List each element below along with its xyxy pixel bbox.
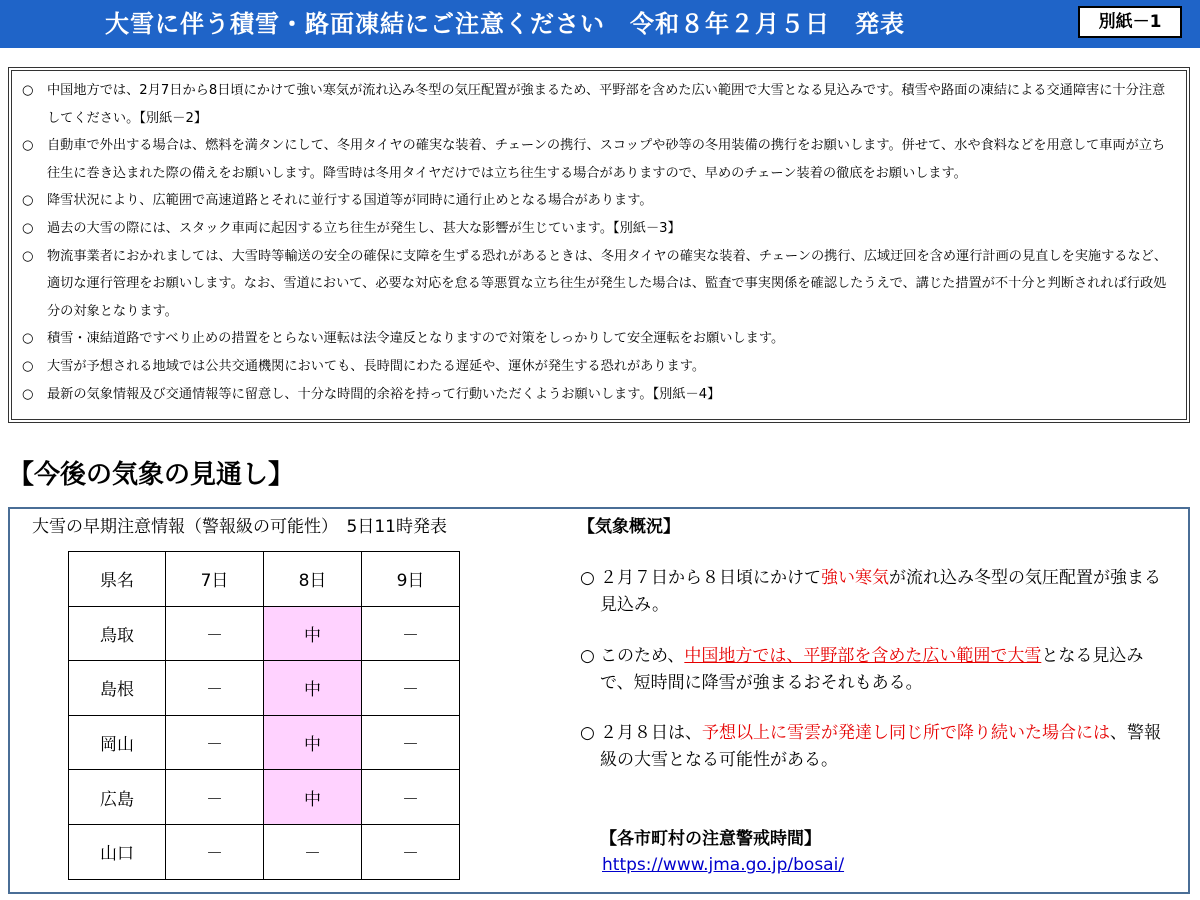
table-header-row [69,552,460,607]
attachment-badge: 別紙－1 [1078,6,1182,38]
notice-item [22,132,1178,187]
day7-cell: － [166,606,264,661]
notice-item [22,353,1178,381]
column-header: 8日 [264,552,362,607]
text-run: ２月７日から８日頃にかけて [600,568,821,588]
table-title: 大雪の早期注意情報（警報級の可能性） 5日11時発表 [32,517,447,537]
notice-item [22,381,1178,409]
notice-item [22,215,1178,243]
notice-text: 降雪状況により、広範囲で高速道路とそれに並行する国道等が同時に通行止めとなる場合があります。 [47,193,653,209]
notice-item [22,187,1178,215]
circle-bullet-icon: ○ [580,568,595,588]
day8-cell: 中 [264,606,362,661]
circle-bullet-icon: ○ [22,248,34,264]
notice-text: 中国地方では、2月7日から8日頃にかけて強い寒気が流れ込み冬型の気圧配置が強まるため、平野部を含めた広い範囲で大雪となる見込みです。積雪や路面の凍結による交通障害に十分注意してください。【別紙－2】 [47,83,1166,126]
prefecture-cell: 広島 [69,770,166,825]
circle-bullet-icon: ○ [22,83,34,98]
column-header: 県名 [69,552,166,607]
day9-cell: － [362,606,460,661]
circle-bullet-icon: ○ [22,193,34,209]
text-run: このため、 [600,646,685,666]
highlight-text: 予想以上に雪雲が発達し同じ所で降り続いた場合には [702,723,1110,743]
notice-text: 積雪・凍結道路ですべり止めの措置をとらない運転は法令違反となりますので対策をしっかりして安全運転をお願いします。 [47,331,785,347]
weather-paragraph [580,720,1176,774]
page-title: 大雪に伴う積雪・路面凍結にご注意ください 令和８年２月５日 発表 [105,10,905,38]
notice-item [22,325,1178,353]
notice-text: 大雪が予想される地域では公共交通機関においても、長時間にわたる遅延や、運休が発生する恐れがあります。 [47,358,706,374]
circle-bullet-icon: ○ [580,723,595,743]
prefecture-cell: 鳥取 [69,606,166,661]
forecast-table [68,551,460,880]
text-run: が流れ込み冬型の気圧配置が強まる見込み。 [600,568,1161,615]
notice-box [8,67,1190,423]
day7-cell: － [166,824,264,879]
column-header: 9日 [362,552,460,607]
day9-cell: － [362,715,460,770]
prefecture-cell: 山口 [69,824,166,879]
highlight-text: 中国地方では、平野部を含めた広い範囲で大雪 [684,646,1042,666]
day9-cell: － [362,661,460,716]
table-row [69,661,460,716]
highlight-text: 強い寒気 [821,568,889,588]
notice-text: 過去の大雪の際には、スタック車両に起因する立ち往生が発生し、甚大な影響が生じています。【別紙－3】 [47,220,681,236]
weather-text [580,565,1176,619]
notice-text: 最新の気象情報及び交通情報等に留意し、十分な時間的余裕を持って行動いただくようお願いします。【別紙－4】 [47,386,721,402]
prefecture-cell: 島根 [69,661,166,716]
day7-cell: － [166,661,264,716]
circle-bullet-icon: ○ [580,646,595,666]
weather-paragraph [580,643,1176,697]
day9-cell: － [362,824,460,879]
text-run: ２月８日は、 [600,723,702,743]
day8-cell: 中 [264,715,362,770]
jma-bosai-link[interactable]: https://www.jma.go.jp/bosai/ [602,855,845,875]
notice-text: 物流事業者におかれましては、大雪時等輸送の安全の確保に支障を生ずる恐れがあるときは、冬用タイヤの確実な装着、チェーンの携行、広域迂回を含め運行計画の見直しを実施するなど、適切な運行管理をお願いします。なお、雪道において、必要な対応を怠る等悪質な立ち往生が発生した場合は、監査で事実関係を確認したうえで、講じた措置が不十分と判断されれば行政処分の対象となります。 [47,248,1168,319]
outlook-panel [8,507,1190,894]
day9-cell: － [362,770,460,825]
day7-cell: － [166,715,264,770]
section-title: 【今後の気象の見通し】 [8,460,295,490]
circle-bullet-icon: ○ [22,358,34,374]
circle-bullet-icon: ○ [22,386,34,402]
text-run: 、警報級の大雪となる可能性がある。 [600,723,1161,770]
table-row [69,824,460,879]
weather-heading: 【気象概況】 [578,517,680,537]
day8-cell: 中 [264,661,362,716]
warning-times-label: 【各市町村の注意警戒時間】 [600,829,821,849]
circle-bullet-icon: ○ [22,220,34,236]
column-header: 7日 [166,552,264,607]
circle-bullet-icon: ○ [22,138,34,154]
table-row [69,715,460,770]
text-run: となる見込みで、短時間に降雪が強まるおそれもある。 [600,646,1144,693]
day8-cell: 中 [264,770,362,825]
weather-text [580,720,1176,774]
day8-cell: － [264,824,362,879]
notice-text: 自動車で外出する場合は、燃料を満タンにして、冬用タイヤの確実な装着、チェーンの携行、スコップや砂等の冬用装備の携行をお願いします。併せて、水や食料などを用意して車両が立ち往生に巻き込まれた際の備えをお願いします。降雪時は冬用タイヤだけでは立ち往生する場合がありますので、早めのチェーン装着の徹底をお願いします。 [47,138,1166,181]
notice-item [22,243,1178,326]
notice-item [22,77,1178,132]
header-bar [0,0,1200,48]
table-row [69,606,460,661]
day7-cell: － [166,770,264,825]
weather-text [580,643,1176,697]
circle-bullet-icon: ○ [22,331,34,347]
weather-paragraph [580,565,1176,619]
prefecture-cell: 岡山 [69,715,166,770]
table-row [69,770,460,825]
